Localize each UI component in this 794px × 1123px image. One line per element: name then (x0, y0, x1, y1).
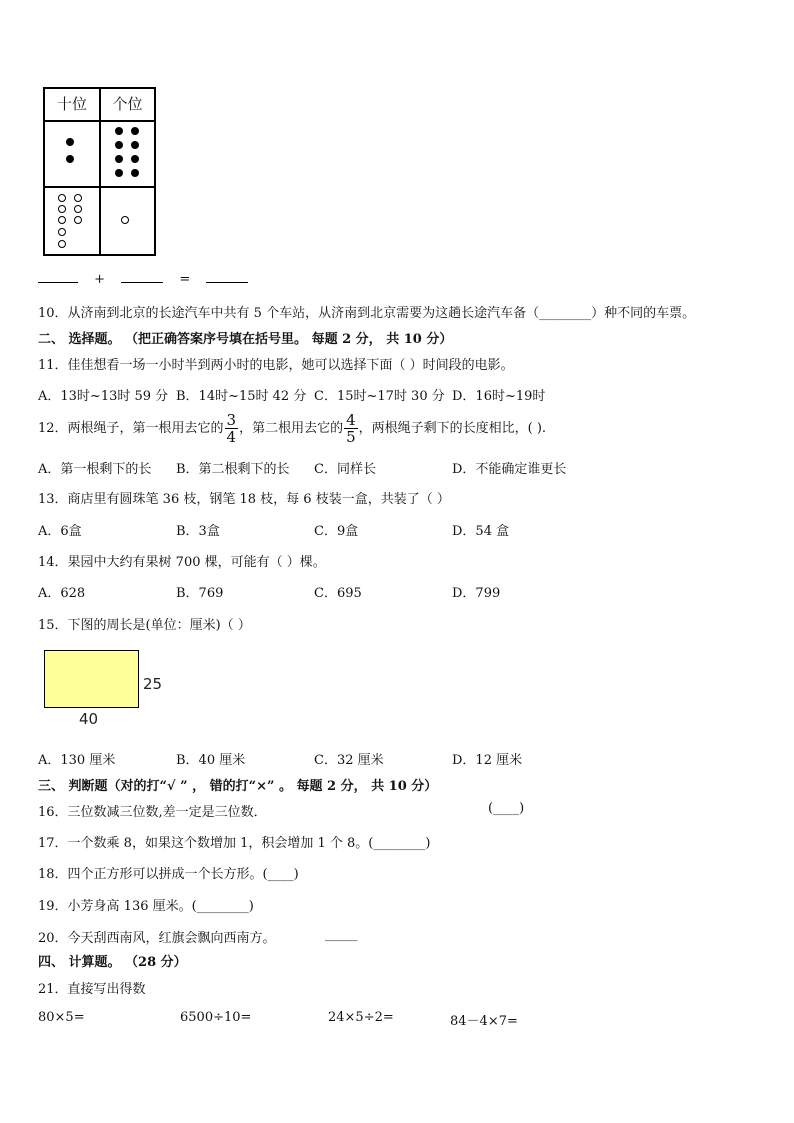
filled-bead (131, 127, 139, 135)
equation-row (38, 270, 248, 287)
hollow-bead (58, 228, 66, 236)
q11-option-c: C．15时~17时 30 分 (314, 389, 445, 404)
q15-option-d: D．12 厘米 (452, 753, 523, 768)
hollow-bead (58, 205, 66, 213)
answer-blank[interactable] (38, 270, 78, 283)
section-2-heading: 二、 选择题。 （把正确答案序号填在括号里。 每题 2 分， 共 10 分） (38, 332, 453, 347)
filled-bead (131, 141, 139, 149)
q12-option-a: A．第一根剩下的长 (38, 462, 152, 477)
question-18: 18．四个正方形可以拼成一个长方形。(____) (38, 867, 299, 882)
ones-header: 个位 (101, 89, 156, 122)
hollow-bead (58, 240, 66, 248)
filled-bead (131, 155, 139, 163)
q15-option-a: A．130 厘米 (38, 753, 116, 768)
q15-option-c: C．32 厘米 (314, 753, 384, 768)
answer-blank[interactable] (206, 270, 248, 283)
rectangle-width-label: 40 (79, 710, 99, 728)
filled-bead (66, 138, 74, 146)
q14-option-b: B．769 (176, 586, 224, 601)
section-3-heading: 三、 判断题（对的打“√ ” ， 错的打“×” 。 每题 2 分， 共 10 分） (38, 779, 438, 794)
calc-item-1: 80×5= (38, 1010, 85, 1025)
question-10: 10．从济南到北京的长途汽车中共有 5 个车站，从济南到北京需要为这趟长途汽车备（________）种不同的车票。 (38, 306, 696, 321)
hollow-bead (121, 216, 129, 224)
filled-bead (115, 155, 123, 163)
q16-answer-blank[interactable]: (____) (488, 801, 525, 816)
filled-bead (115, 169, 123, 177)
question-21: 21．直接写出得数 (38, 982, 146, 997)
question-13: 13．商店里有圆珠笔 36 枝，钢笔 18 枝，每 6 枝装一盒，共装了（ ） (38, 492, 450, 507)
question-12 (38, 410, 546, 448)
place-value-table (43, 87, 156, 256)
filled-bead (131, 169, 139, 177)
q14-option-c: C．695 (314, 586, 362, 601)
q11-option-d: D．16时~19时 (452, 389, 546, 404)
answer-blank[interactable] (121, 270, 163, 283)
calc-item-4: 84－4×7= (450, 1014, 518, 1029)
ones-cell-row2 (101, 188, 156, 256)
q11-option-b: B．14时~15时 42 分 (176, 389, 307, 404)
question-11: 11．佳佳想看一场一小时半到两小时的电影，她可以选择下面（ ）时间段的电影。 (38, 358, 514, 373)
rectangle-height-label: 25 (143, 675, 163, 693)
question-17: 17．一个数乘 8，如果这个数增加 1，积会增加 1 个 8。(________) (38, 836, 431, 851)
calc-item-3: 24×5÷2= (328, 1010, 394, 1025)
filled-bead (115, 127, 123, 135)
calc-item-2: 6500÷10= (180, 1010, 252, 1025)
q12-text-part2: ，第二根用去它的 (239, 421, 344, 436)
ones-cell-row1 (101, 122, 156, 188)
hollow-bead (74, 216, 82, 224)
q12-option-b: B．第二根剩下的长 (176, 462, 290, 477)
q12-text-part3: ，两根绳子剩下的长度相比，( ). (358, 421, 547, 436)
yellow-rectangle (44, 650, 139, 708)
q13-option-d: D．54 盒 (452, 524, 510, 539)
question-14: 14．果园中大约有果树 700 棵，可能有（ ）棵。 (38, 555, 326, 570)
tens-header: 十位 (45, 89, 101, 122)
question-15: 15．下图的周长是(单位：厘米)（ ） (38, 618, 251, 633)
question-19: 19．小芳身高 136 厘米。(________) (38, 899, 254, 914)
question-20: 20．今天刮西南风，红旗会飘向西南方。 (38, 931, 276, 946)
fraction-numerator: 4 (346, 411, 356, 429)
q20-answer-blank[interactable]: _____ (325, 927, 358, 942)
q11-option-a: A．13时~13时 59 分 (38, 389, 169, 404)
q13-option-a: A．6盒 (38, 524, 82, 539)
q14-option-a: A．628 (38, 586, 86, 601)
tens-cell-row2 (45, 188, 101, 256)
filled-bead (115, 141, 123, 149)
hollow-bead (74, 194, 82, 202)
q12-option-d: D．不能确定谁更长 (452, 462, 567, 477)
fraction-denominator: 4 (226, 428, 237, 446)
q14-option-d: D．799 (452, 586, 501, 601)
question-16: 16．三位数减三位数,差一定是三位数． (38, 805, 267, 820)
section-4-heading: 四、 计算题。 （28 分） (38, 955, 187, 970)
q15-option-b: B．40 厘米 (176, 753, 246, 768)
hollow-bead (58, 216, 66, 224)
plus-sign: + (94, 272, 106, 287)
fraction-numerator: 3 (226, 411, 237, 429)
q12-option-c: C．同样长 (314, 462, 376, 477)
tens-cell-row1 (45, 122, 101, 188)
fraction-four-fifths (344, 412, 358, 445)
hollow-bead (74, 205, 82, 213)
q12-text-part1: 12．两根绳子，第一根用去它的 (38, 421, 224, 436)
fraction-three-quarters (225, 412, 239, 445)
filled-bead (66, 155, 74, 163)
q13-option-c: C．9盒 (314, 524, 359, 539)
fraction-denominator: 5 (346, 428, 356, 446)
q13-option-b: B．3盒 (176, 524, 220, 539)
equals-sign: = (179, 272, 191, 287)
hollow-bead (58, 194, 66, 202)
